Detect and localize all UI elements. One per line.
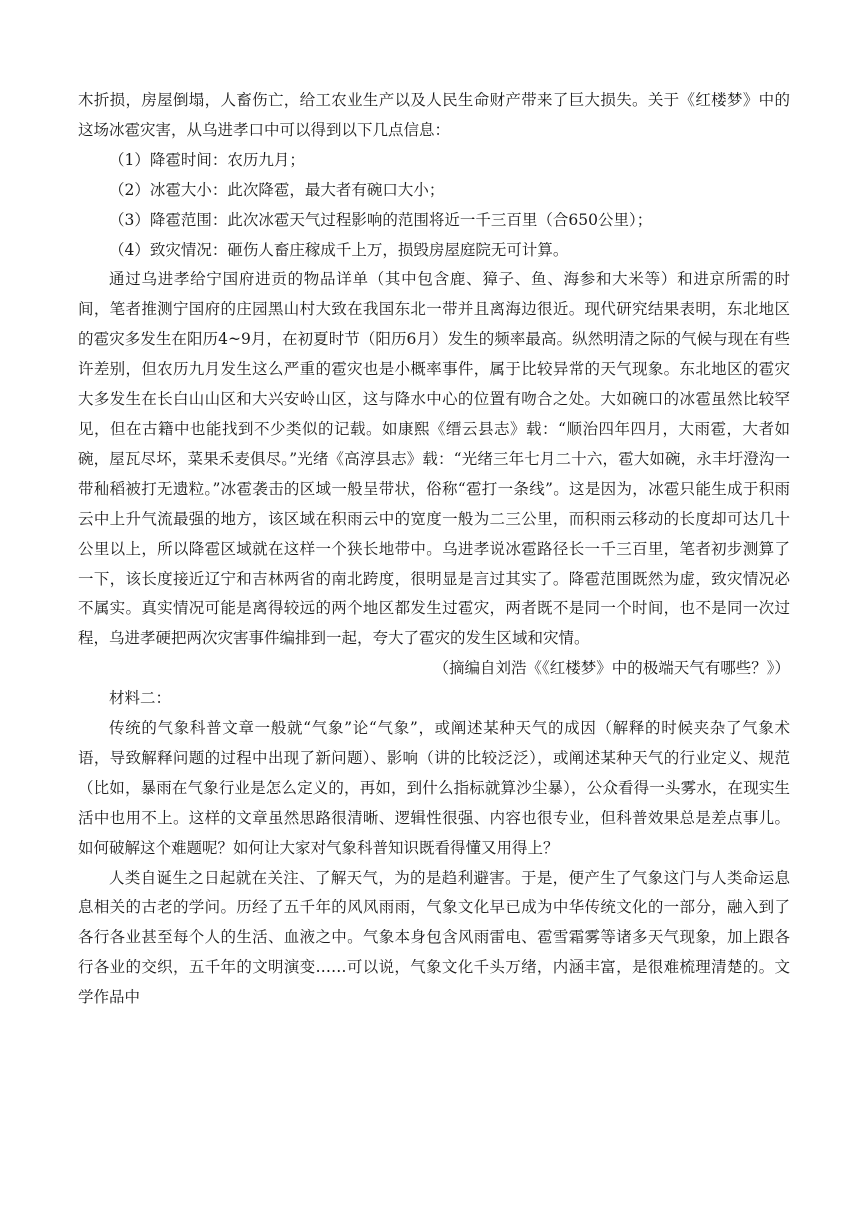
document-page [78, 86, 790, 1013]
info-item-range: （3）降雹范围：此次冰雹天气过程影响的范围将近一千三百里（合650公里）； [109, 210, 653, 229]
paragraph-continuation: 木折损，房屋倒塌，人畜伤亡，给工农业生产以及人民生命财产带来了巨大损失。关于《红楼梦》中的这场冰雹灾害，从乌进孝口中可以得到以下几点信息： [78, 91, 790, 139]
material2-paragraph-1: 传统的气象科普文章一般就“气象”论“气象”，或阐述某种天气的成因（解释的时候夹杂了气象术语，导致解释问题的过程中出现了新问题）、影响（讲的比较泛泛），或阐述某种天气的行业定义、规范（比如，暴雨在气象行业是怎么定义的，再如，到什么指标就算沙尘暴），公众看得一头雾水，在现实生活中也用不上。这样的文章虽然思路很清晰、逻辑性很强、内容也很专业，但科普效果总是差点事儿。如何破解这个难题呢？如何让大家对气象科普知识既看得懂又用得上？ [78, 719, 790, 857]
info-item-damage: （4）致灾情况：砸伤人畜庄稼成千上万，损毁房屋庭院无可计算。 [109, 240, 569, 259]
info-item-time: （1）降雹时间：农历九月； [109, 150, 305, 169]
section-heading: 材料二： [109, 689, 172, 708]
info-item-size: （2）冰雹大小：此次降雹，最大者有碗口大小； [109, 180, 445, 199]
source-citation: （摘编自刘浩《《红楼梦》中的极端天气有哪些？》） [433, 659, 790, 678]
material2-paragraph-2: 人类自诞生之日起就在关注、了解天气，为的是趋利避害。于是，便产生了气象这门与人类命运息息相关的古老的学问。历经了五千年的风风雨雨，气象文化早已成为中华传统文化的一部分，融入到了各行各业甚至每个人的生活、血液之中。气象本身包含风雨雷电、雹雪霜雾等诸多天气现象，加上跟各行各业的交织，五千年的文明演变……可以说，气象文化千头万绪，内涵丰富，是很难梳理清楚的。文学作品中 [78, 868, 790, 1007]
analysis-paragraph: 通过乌进孝给宁国府进贡的物品详单（其中包含鹿、獐子、鱼、海参和大米等）和进京所需的时间，笔者推测宁国府的庄园黑山村大致在我国东北一带并且离海边很近。现代研究结果表明，东北地区的雹灾多发生在阳历4~9月，在初夏时节（阳历6月）发生的频率最高。纵然明清之际的气候与现在有些许差别，但农历九月发生这么严重的雹灾也是小概率事件，属于比较异常的天气现象。东北地区的雹灾大多发生在长白山山区和大兴安岭山区，这与降水中心的位置有吻合之处。大如碗口的冰雹虽然比较罕见，但在古籍中也能找到不少类似的记载。如康熙《缙云县志》载：“顺治四年四月，大雨雹，大者如碗，屋瓦尽坏，菜果禾麦俱尽。”光绪《高淳县志》载：“光绪三年七月二十六，雹大如碗，永丰圩澄沟一带秈稻被打无遗粒。”冰雹袭击的区域一般呈带状，俗称“雹打一条线”。这是因为，冰雹只能生成于积雨云中上升气流最强的地方，该区域在积雨云中的宽度一般为二三公里，而积雨云移动的长度却可达几十公里以上，所以降雹区域就在这样一个狭长地带中。乌进孝说冰雹路径长一千三百里，笔者初步测算了一下，该长度接近辽宁和吉林两省的南北跨度，很明显是言过其实了。降雹范围既然为虚，致灾情况必不属实。真实情况可能是离得较远的两个地区都发生过雹灾，两者既不是同一个时间，也不是同一次过程，乌进孝硬把两次灾害事件编排到一起，夸大了雹灾的发生区域和灾情。 [78, 270, 790, 648]
